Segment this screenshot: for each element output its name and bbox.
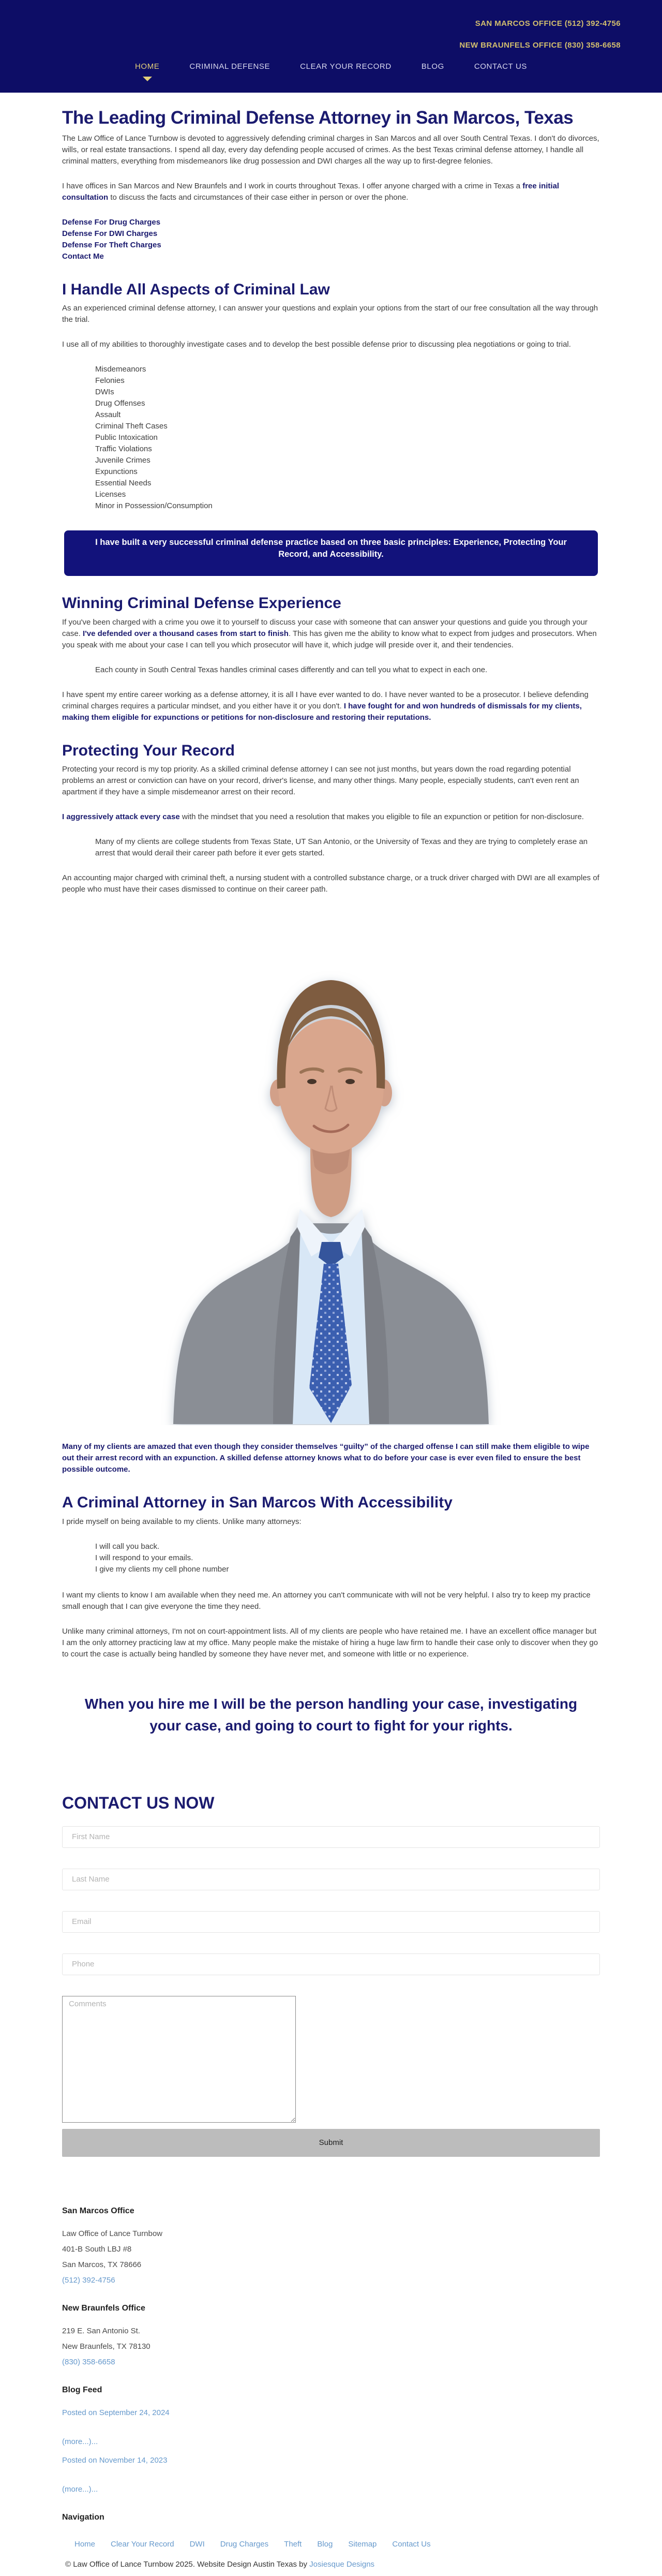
nav-active-caret-icon bbox=[143, 77, 152, 81]
free-consultation-highlight: free initial consultation bbox=[62, 181, 560, 202]
main-nav bbox=[0, 62, 662, 79]
aspects-paragraph-2: I use all of my abilities to thoroughly investigate cases and to develop the best possible defense prior to discussing plea negotiations or going to trial. bbox=[62, 340, 571, 349]
thousand-cases-highlight: I've defended over a thousand cases from start to finish bbox=[83, 629, 289, 638]
list-item: I will call you back. bbox=[95, 1542, 160, 1551]
page-title: The Leading Criminal Defense Attorney in San Marcos, Texas bbox=[62, 108, 574, 128]
first-name-field[interactable] bbox=[62, 1826, 600, 1848]
site-footer bbox=[62, 2207, 600, 2576]
footer-nav-blog[interactable]: Blog bbox=[317, 2539, 333, 2549]
designer-link[interactable]: Josiesque Designs bbox=[309, 2559, 375, 2569]
san-marcos-office-heading: San Marcos Office bbox=[62, 2206, 134, 2215]
list-item: I give my clients my cell phone number bbox=[95, 1564, 229, 1574]
footer-nav-dwi[interactable]: DWI bbox=[189, 2539, 205, 2549]
list-item: Essential Needs bbox=[95, 479, 152, 488]
practice-links bbox=[62, 217, 600, 262]
list-item: Assault bbox=[95, 410, 121, 420]
blog-post-more-link[interactable]: (more...)... bbox=[62, 2484, 98, 2494]
copyright bbox=[62, 2560, 600, 2569]
navigation-heading: Navigation bbox=[62, 2512, 104, 2522]
footer-nav-drug-charges[interactable]: Drug Charges bbox=[220, 2539, 269, 2549]
accessibility-heading: A Criminal Attorney in San Marcos With Accessibility bbox=[62, 1494, 453, 1512]
email-field[interactable] bbox=[62, 1911, 600, 1933]
copyright-text: © Law Office of Lance Turnbow 2025. Website Design Austin Texas by bbox=[65, 2559, 310, 2569]
nav-home-label: HOME bbox=[135, 62, 160, 71]
footer-nav-clear-your-record[interactable]: Clear Your Record bbox=[111, 2539, 174, 2549]
list-item: Public Intoxication bbox=[95, 433, 158, 442]
record-p2-post: with the mindset that you need a resolution that makes you eligible to file an expunction or petition for non-disclosure. bbox=[179, 812, 584, 822]
site-header bbox=[0, 0, 662, 93]
address-line: New Braunfels, TX 78130 bbox=[62, 2342, 151, 2351]
blog-feed-heading: Blog Feed bbox=[62, 2385, 102, 2394]
header-phone-numbers bbox=[41, 19, 621, 51]
blog-post-date-link[interactable]: Posted on November 14, 2023 bbox=[62, 2455, 168, 2465]
footer-nav-sitemap[interactable]: Sitemap bbox=[348, 2539, 377, 2549]
record-heading: Protecting Your Record bbox=[62, 742, 235, 759]
intro-paragraph-1: The Law Office of Lance Turnbow is devoted to aggressively defending criminal charges in San Marcos and all over South Central Texas. I don't do divorces, wills, or real estate transactions. I spend all day, every day defending people accused of crimes. As the best Texas criminal defense attorney, I handle all criminal matters, everything from misdemeanors like drug possession and DWI charges all the way up to first-degree felonies. bbox=[62, 134, 599, 166]
comments-field[interactable] bbox=[62, 1996, 296, 2123]
nav-blog[interactable]: BLOG bbox=[421, 62, 444, 71]
nav-contact-us[interactable]: CONTACT US bbox=[474, 62, 527, 71]
photo-caption: Many of my clients are amazed that even though they consider themselves “guilty” of the charged offense I can still make them eligible to wipe out their arrest record with an expunction. A skilled defense attorney knows what to do before your case is ever even filed to ensure the best possible outcome. bbox=[62, 1442, 590, 1474]
nav-home[interactable] bbox=[135, 62, 159, 79]
phone-link-san-marcos[interactable]: SAN MARCOS OFFICE (512) 392-4756 bbox=[475, 19, 621, 28]
accessibility-paragraph-2: I want my clients to know I am available when they need me. An attorney you can't communicate with will not be very helpful. I also try to keep my practice small enough that I can give everyone the time they need. bbox=[62, 1590, 591, 1611]
hire-me-statement: When you hire me I will be the person handling your case, investigating your case, and going to court to fight for your rights. bbox=[84, 1695, 578, 1734]
attorney-photo bbox=[62, 934, 600, 1428]
submit-button[interactable]: Submit bbox=[62, 2129, 600, 2157]
practice-areas-list bbox=[62, 364, 600, 512]
intro-p2-post: to discuss the facts and circumstances of their case either in person or over the phone. bbox=[108, 193, 409, 202]
experience-paragraph-1 bbox=[62, 617, 600, 651]
list-item: Misdemeanors bbox=[95, 365, 146, 374]
experience-paragraph-2: Each county in South Central Texas handles criminal cases differently and can tell you what to expect in each one. bbox=[95, 665, 488, 674]
list-item: I will respond to your emails. bbox=[95, 1553, 193, 1562]
footer-nav-contact-us[interactable]: Contact Us bbox=[392, 2539, 431, 2549]
aspects-heading: I Handle All Aspects of Criminal Law bbox=[62, 280, 330, 298]
experience-paragraph-3 bbox=[62, 689, 600, 723]
link-contact-me[interactable]: Contact Me bbox=[62, 251, 104, 261]
new-braunfels-phone-link[interactable]: (830) 358-6658 bbox=[62, 2357, 115, 2366]
principles-banner: I have built a very successful criminal defense practice based on three basic principles: Experience, Protecting Your Record, and Accessibility. bbox=[64, 530, 598, 576]
link-theft-charges[interactable]: Defense For Theft Charges bbox=[62, 240, 161, 249]
experience-p1-pre: If you've been charged with a crime you owe it to yourself to discuss your case with someone that can answer your questions and guide you through your case. bbox=[62, 617, 588, 638]
experience-p3-pre: I have spent my entire career working as a defense attorney, it is all I have ever wanted to do. I have never wanted to be a prosecutor. I believe defending criminal charges requires a particular mindset, and you either have it or you don't. bbox=[62, 690, 589, 710]
experience-p1-post: . This has given me the ability to know what to expect from judges and prosecutors. When you speak with me about your case I can tell you which prosecutor will have it, which judge will preside over it, and their tendencies. bbox=[62, 629, 597, 649]
list-item: Felonies bbox=[95, 376, 125, 386]
experience-heading: Winning Criminal Defense Experience bbox=[62, 595, 341, 612]
nav-clear-your-record[interactable]: CLEAR YOUR RECORD bbox=[300, 62, 392, 71]
aspects-paragraph-1: As an experienced criminal defense attorney, I can answer your questions and explain your options from the start of our free consultation all the way through the trial. bbox=[62, 304, 598, 324]
attack-every-case-highlight: I aggressively attack every case bbox=[62, 812, 180, 822]
footer-nav bbox=[62, 2540, 600, 2549]
list-item: DWIs bbox=[95, 388, 114, 397]
intro-p2-pre: I have offices in San Marcos and New Braunfels and I work in courts throughout Texas. I offer anyone charged with a crime in Texas a bbox=[62, 181, 523, 190]
intro-paragraph-2 bbox=[62, 181, 600, 203]
list-item: Expunctions bbox=[95, 467, 138, 477]
contact-heading: CONTACT US NOW bbox=[62, 1793, 215, 1812]
list-item: Juvenile Crimes bbox=[95, 456, 151, 465]
record-paragraph-1: Protecting your record is my top priority. As a skilled criminal defense attorney I can see not just months, but years down the road regarding potential problems an arrest or conviction can have on your record, driver's license, and many other things. Many people, especially students, can't even rent an apartment if they have a simple misdemeanor arrest on their record. bbox=[62, 765, 579, 797]
footer-nav-theft[interactable]: Theft bbox=[284, 2539, 302, 2549]
new-braunfels-office-heading: New Braunfels Office bbox=[62, 2303, 145, 2313]
link-drug-charges[interactable]: Defense For Drug Charges bbox=[62, 217, 161, 227]
address-line: San Marcos, TX 78666 bbox=[62, 2260, 142, 2269]
blog-post-more-link[interactable]: (more...)... bbox=[62, 2437, 98, 2446]
accessibility-paragraph-3: Unlike many criminal attorneys, I'm not on court-appointment lists. All of my clients are people who have retained me. I have an excellent office manager but I am the only attorney practicing law at my office. Many people make the mistake of hiring a huge law firm to handle their case only to discover when they go to court the case is actually being handled by someone they have never met, and someone with little or no experience. bbox=[62, 1626, 598, 1659]
address-line: 219 E. San Antonio St. bbox=[62, 2326, 140, 2335]
list-item: Minor in Possession/Consumption bbox=[95, 501, 213, 511]
availability-list bbox=[62, 1541, 600, 1575]
office-name-line: Law Office of Lance Turnbow bbox=[62, 2229, 163, 2238]
nav-criminal-defense[interactable]: CRIMINAL DEFENSE bbox=[189, 62, 270, 71]
record-paragraph-2 bbox=[62, 811, 600, 823]
accessibility-paragraph-1: I pride myself on being available to my clients. Unlike many attorneys: bbox=[62, 1517, 302, 1526]
list-item: Traffic Violations bbox=[95, 445, 152, 454]
san-marcos-phone-link[interactable]: (512) 392-4756 bbox=[62, 2275, 115, 2285]
address-line: 401-B South LBJ #8 bbox=[62, 2244, 132, 2254]
contact-form bbox=[62, 1826, 600, 2157]
main-content bbox=[62, 108, 600, 2576]
list-item: Criminal Theft Cases bbox=[95, 422, 168, 431]
phone-field[interactable] bbox=[62, 1953, 600, 1975]
attorney-portrait-illustration bbox=[145, 934, 517, 1425]
record-paragraph-4: An accounting major charged with criminal theft, a nursing student with a controlled substance charge, or a truck driver charged with DWI are all examples of people who must have their cases dismissed to continue on their career path. bbox=[62, 874, 599, 894]
blog-post-date-link[interactable]: Posted on September 24, 2024 bbox=[62, 2408, 170, 2417]
dismissals-highlight: I have fought for and won hundreds of dismissals for my clients, making them eligible for expunctions or petitions for non-disclosure and restoring their reputations. bbox=[62, 701, 582, 722]
list-item: Drug Offenses bbox=[95, 399, 145, 408]
link-dwi-charges[interactable]: Defense For DWI Charges bbox=[62, 229, 158, 238]
last-name-field[interactable] bbox=[62, 1869, 600, 1890]
list-item: Licenses bbox=[95, 490, 126, 499]
phone-link-new-braunfels[interactable]: NEW BRAUNFELS OFFICE (830) 358-6658 bbox=[459, 41, 621, 50]
record-paragraph-3: Many of my clients are college students from Texas State, UT San Antonio, or the University of Texas and they are trying to completely erase an arrest that would derail their career path before it ever gets started. bbox=[95, 837, 588, 858]
footer-nav-home[interactable]: Home bbox=[74, 2539, 96, 2549]
